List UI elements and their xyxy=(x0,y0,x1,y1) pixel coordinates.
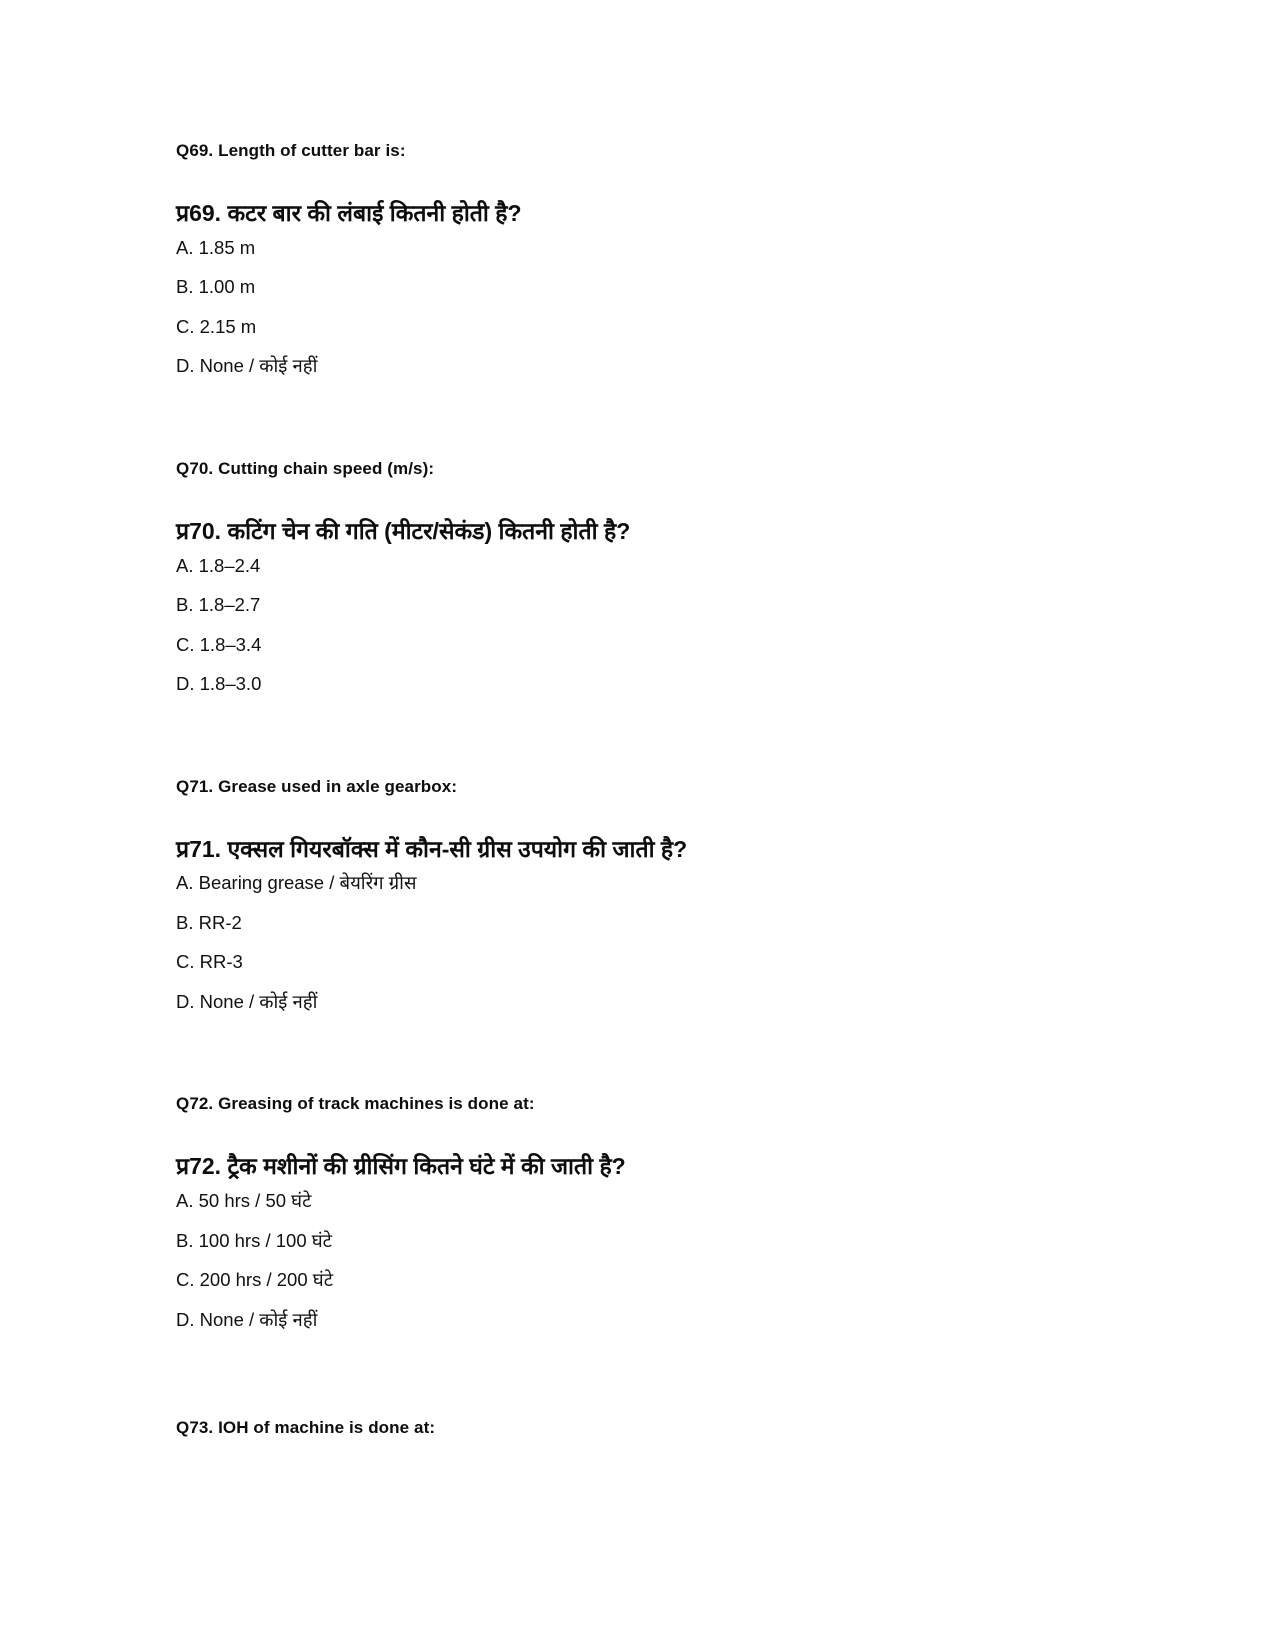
option-d-q70: D. 1.8–3.0 xyxy=(176,673,262,695)
question-text-english-q70: Q70. Cutting chain speed (m/s): xyxy=(176,458,435,478)
option-d-q71: D. None / कोई नहीं xyxy=(176,990,318,1012)
question-text-english-q71: Q71. Grease used in axle gearbox: xyxy=(176,776,458,796)
option-d-q72: D. None / कोई नहीं xyxy=(176,1308,318,1330)
option-a-q70: A. 1.8–2.4 xyxy=(176,554,261,576)
option-c-q71: C. RR-3 xyxy=(176,951,243,973)
option-b-q71: B. RR-2 xyxy=(176,911,242,933)
option-b-q69: B. 1.00 m xyxy=(176,276,256,298)
question-block-q70 xyxy=(176,458,1100,694)
question-text-hindi-q71: प्र71. एक्सल गियरबॉक्स में कौन-सी ग्रीस उपयोग की जाती है? xyxy=(176,835,688,862)
option-a-q69: A. 1.85 m xyxy=(176,236,256,258)
option-b-q72: B. 100 hrs / 100 घंटे xyxy=(176,1229,333,1251)
option-a-q71: A. Bearing grease / बेयरिंग ग्रीस xyxy=(176,872,417,894)
option-d-q69: D. None / कोई नहीं xyxy=(176,355,318,377)
question-block-q72 xyxy=(176,1093,1100,1329)
question-text-hindi-q72: प्र72. ट्रैक मशीनों की ग्रीसिंग कितने घंटे में की जाती है? xyxy=(176,1153,626,1180)
spacer-q72-q73 xyxy=(176,1329,1100,1417)
option-c-q69: C. 2.15 m xyxy=(176,315,257,337)
option-b-q70: B. 1.8–2.7 xyxy=(176,594,261,616)
question-block-q69 xyxy=(176,140,1100,376)
question-text-english-q72: Q72. Greasing of track machines is done at: xyxy=(176,1094,535,1114)
spacer-q69-q70 xyxy=(176,376,1100,458)
spacer-q70-q71 xyxy=(176,694,1100,776)
question-text-english-q73: Q73. IOH of machine is done at: xyxy=(176,1418,436,1438)
question-text-english-q69: Q69. Length of cutter bar is: xyxy=(176,141,406,160)
option-c-q72: C. 200 hrs / 200 घंटे xyxy=(176,1269,334,1291)
question-text-hindi-q70: प्र70. कटिंग चेन की गति (मीटर/सेकंड) कितनी होती है? xyxy=(176,517,631,544)
question-block-q71 xyxy=(176,776,1100,1012)
option-c-q70: C. 1.8–3.4 xyxy=(176,633,262,655)
option-a-q72: A. 50 hrs / 50 घंटे xyxy=(176,1190,312,1212)
question-text-hindi-q69: प्र69. कटर बार की लंबाई कितनी होती है? xyxy=(176,199,522,226)
question-block-q73 xyxy=(176,1417,1100,1440)
spacer-q71-q72 xyxy=(176,1011,1100,1093)
